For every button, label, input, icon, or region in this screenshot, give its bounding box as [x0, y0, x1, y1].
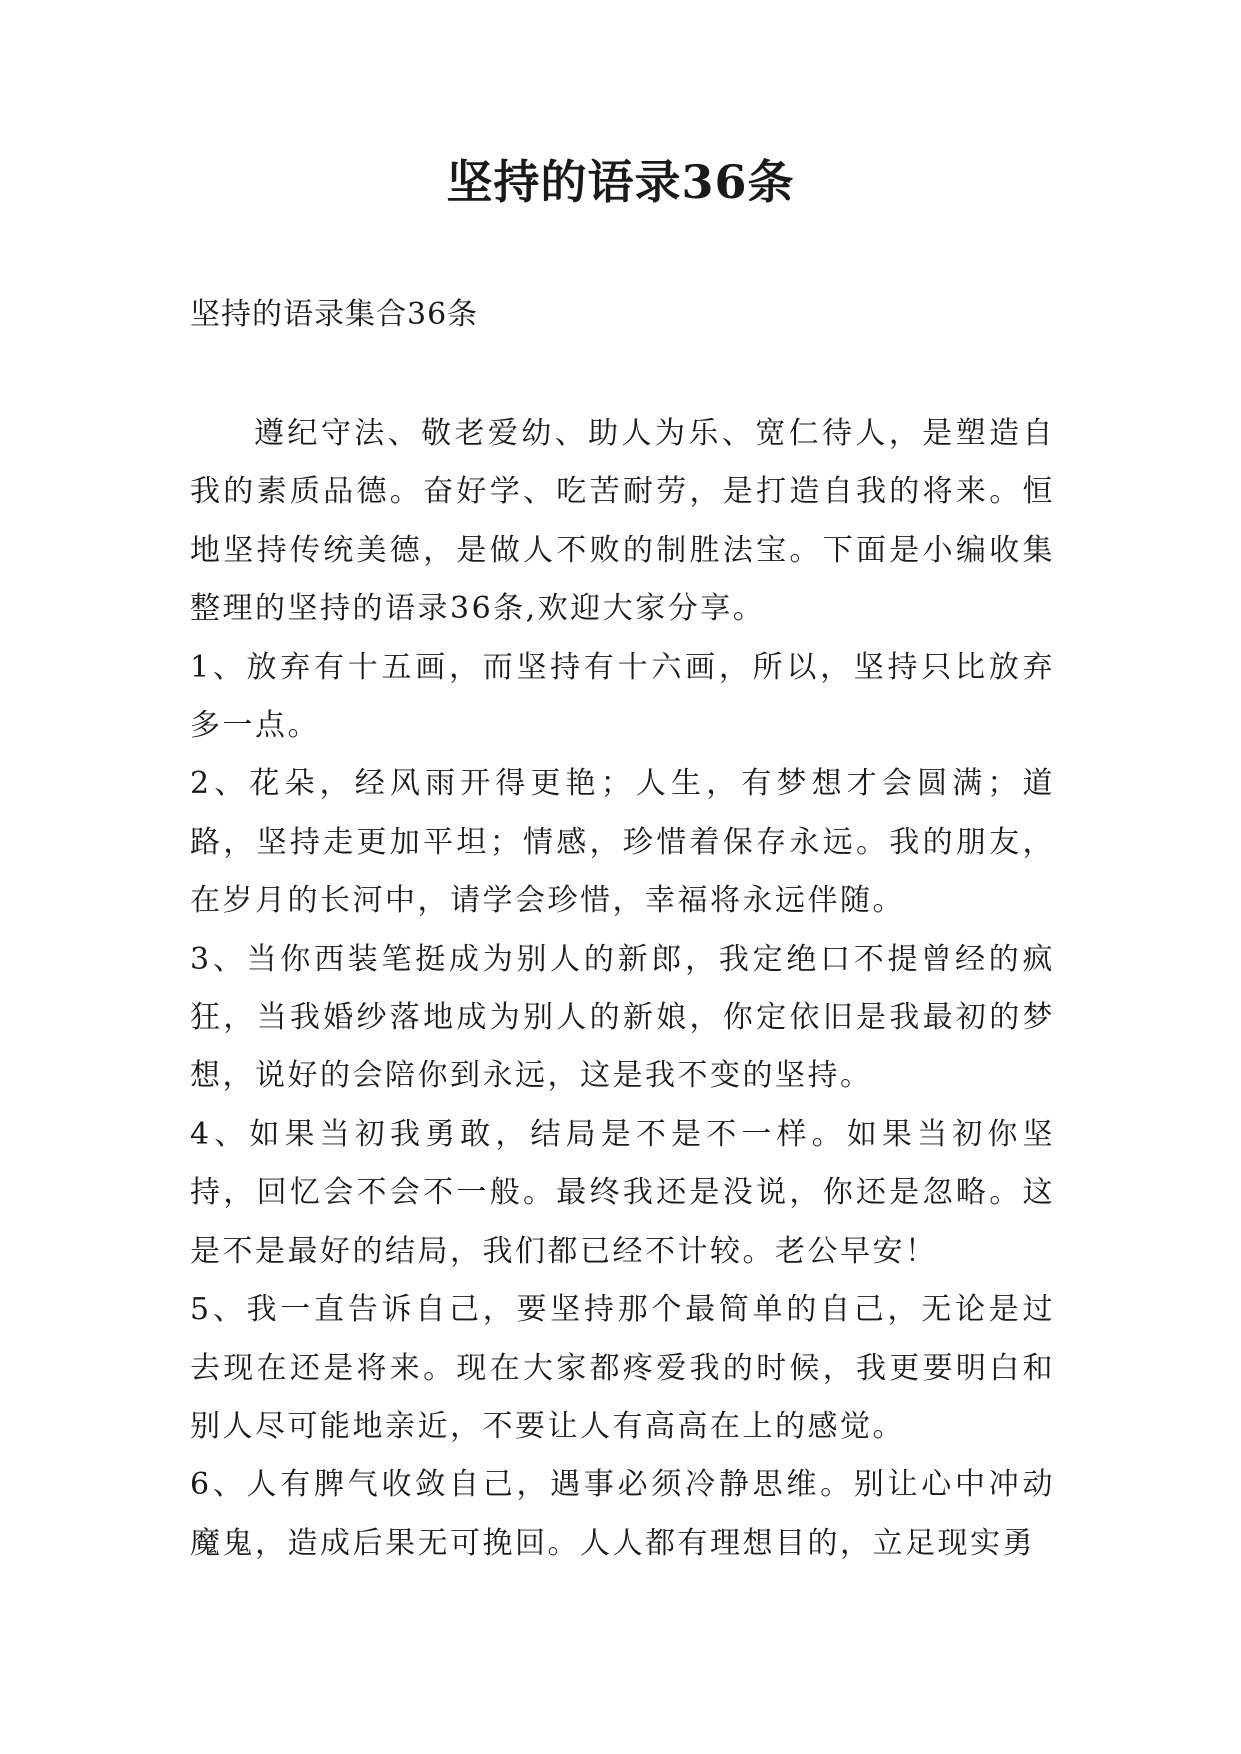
intro-paragraph: 遵纪守法、敬老爱幼、助人为乐、宽仁待人，是塑造自我的素质品德。奋好学、吃苦耐劳，是打造自我的将来。恒地坚持传统美德，是做人不败的制胜法宝。下面是小编收集整理的坚持的语录36条,欢迎大家分享。	[190, 416, 1055, 627]
quote-item: 3、当你西装笔挺成为别人的新郎，我定绝口不提曾经的疯狂，当我婚纱落地成为别人的新娘，你定依旧是我最初的梦想，说好的会陪你到永远，这是我不变的坚持。	[190, 941, 1055, 1094]
quote-item: 1、放弃有十五画，而坚持有十六画，所以，坚持只比放弃多一点。	[190, 649, 1055, 744]
quote-item: 4、如果当初我勇敢，结局是不是不一样。如果当初你坚持，回忆会不会不一般。最终我还是没说，你还是忽略。这是不是最好的结局，我们都已经不计较。老公早安！	[190, 1116, 1055, 1269]
document-title: 坚持的语录36条	[446, 155, 795, 209]
quote-item: 6、人有脾气收敛自己，遇事必须冷静思维。别让心中冲动魔鬼，造成后果无可挽回。人人都有理想目的，立足现实勇	[190, 1467, 1055, 1561]
document-subtitle: 坚持的语录集合36条	[190, 297, 479, 332]
quote-item: 5、我一直告诉自己，要坚持那个最简单的自己，无论是过去现在还是将来。现在大家都疼爱我的时候，我更要明白和别人尽可能地亲近，不要让人有高高在上的感觉。	[190, 1292, 1055, 1444]
document-body	[190, 405, 1055, 1573]
quote-item: 2、花朵，经风雨开得更艳；人生，有梦想才会圆满；道路，坚持走更加平坦；情感，珍惜着保存永远。我的朋友，在岁月的长河中，请学会珍惜，幸福将永远伴随。	[190, 766, 1055, 919]
